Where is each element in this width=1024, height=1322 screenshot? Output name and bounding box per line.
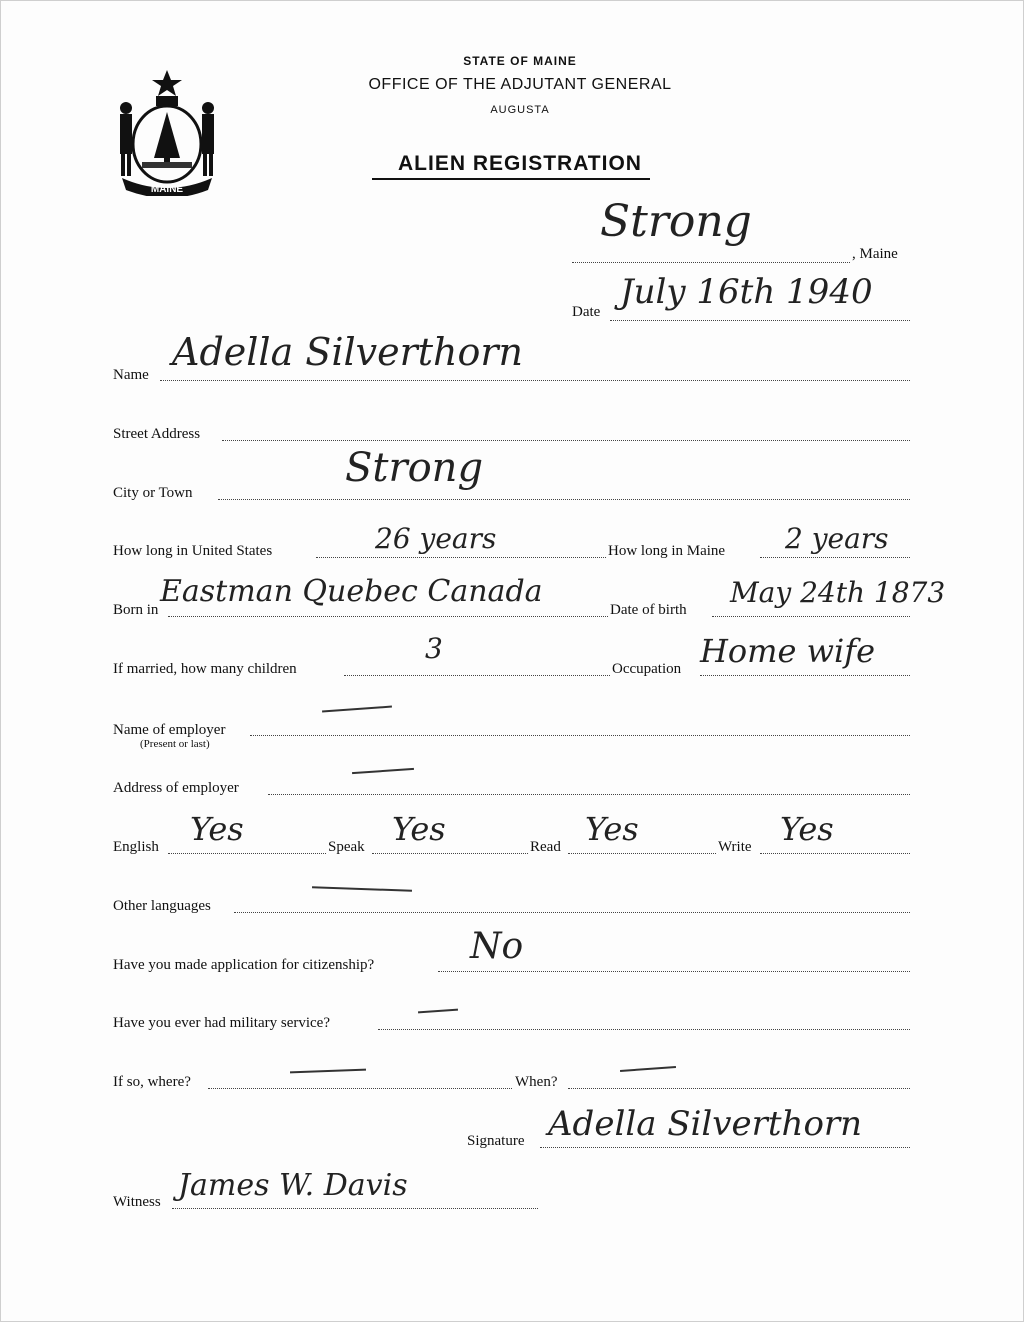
date-label: Date <box>572 304 601 320</box>
seal-banner-text: MAINE <box>150 184 184 195</box>
name-label: Name <box>113 367 149 383</box>
date-value: July 16th 1940 <box>620 272 873 312</box>
name-line <box>160 380 910 381</box>
english-label: English <box>113 839 159 855</box>
occupation-line <box>700 675 910 676</box>
date-of-birth-line <box>712 616 910 617</box>
name-value: Adella Silverthorn <box>172 330 524 374</box>
read-line <box>568 853 716 854</box>
employer-address-line <box>268 794 910 795</box>
how-long-us-label: How long in United States <box>113 543 273 559</box>
children-value: 3 <box>425 632 443 665</box>
speak-line <box>372 853 528 854</box>
city-line <box>218 499 910 500</box>
write-value: Yes <box>780 810 834 848</box>
citizenship-label: Have you made application for citizenship? <box>113 957 375 973</box>
how-long-maine-line <box>760 557 910 558</box>
witness-label: Witness <box>113 1194 161 1210</box>
town-value: Strong <box>600 196 752 247</box>
military-label: Have you ever had military service? <box>113 1015 330 1031</box>
write-line <box>760 853 910 854</box>
title-underline <box>372 178 650 180</box>
street-label: Street Address <box>113 426 201 442</box>
employer-line <box>250 735 910 736</box>
citizenship-value: No <box>470 926 524 967</box>
town-line <box>572 262 850 263</box>
occupation-value: Home wife <box>700 632 876 670</box>
if-so-where-line <box>208 1088 512 1089</box>
date-line <box>610 320 910 321</box>
when-label: When? <box>515 1074 558 1090</box>
date-of-birth-label: Date of birth <box>610 602 687 618</box>
how-long-maine-label: How long in Maine <box>608 543 726 559</box>
header-office: OFFICE OF THE ADJUTANT GENERAL <box>368 76 672 93</box>
read-value: Yes <box>585 810 639 848</box>
employer-label: Name of employer <box>113 722 226 738</box>
date-of-birth-value: May 24th 1873 <box>730 576 946 609</box>
maine-state-seal-icon <box>112 66 222 196</box>
born-in-label: Born in <box>113 602 159 618</box>
signature-value: Adella Silverthorn <box>548 1104 863 1144</box>
signature-line <box>540 1147 910 1148</box>
military-line <box>378 1029 910 1030</box>
read-label: Read <box>530 839 561 855</box>
write-label: Write <box>718 839 752 855</box>
born-in-line <box>168 616 608 617</box>
citizenship-line <box>438 971 910 972</box>
speak-label: Speak <box>328 839 365 855</box>
signature-label: Signature <box>467 1133 525 1149</box>
how-long-us-line <box>316 557 606 558</box>
witness-value: James W. Davis <box>178 1168 408 1203</box>
children-label: If married, how many children <box>113 661 297 677</box>
form-title: ALIEN REGISTRATION <box>398 152 642 175</box>
employer-address-label: Address of employer <box>113 780 239 796</box>
speak-value: Yes <box>392 810 446 848</box>
header-city: AUGUSTA <box>490 104 550 116</box>
other-languages-label: Other languages <box>113 898 211 914</box>
english-line <box>168 853 326 854</box>
if-so-where-label: If so, where? <box>113 1074 191 1090</box>
other-languages-line <box>234 912 910 913</box>
maine-label: , Maine <box>852 246 898 262</box>
employer-sub-label: (Present or last) <box>140 738 210 750</box>
born-in-value: Eastman Quebec Canada <box>160 574 543 609</box>
street-line <box>222 440 910 441</box>
children-line <box>344 675 610 676</box>
when-line <box>568 1088 910 1089</box>
header-state: STATE OF MAINE <box>463 54 577 68</box>
city-value: Strong <box>345 445 484 491</box>
english-value: Yes <box>190 810 244 848</box>
witness-line <box>172 1208 538 1209</box>
occupation-label: Occupation <box>612 661 682 677</box>
how-long-maine-value: 2 years <box>785 522 889 555</box>
city-label: City or Town <box>113 485 193 501</box>
how-long-us-value: 26 years <box>375 522 497 555</box>
